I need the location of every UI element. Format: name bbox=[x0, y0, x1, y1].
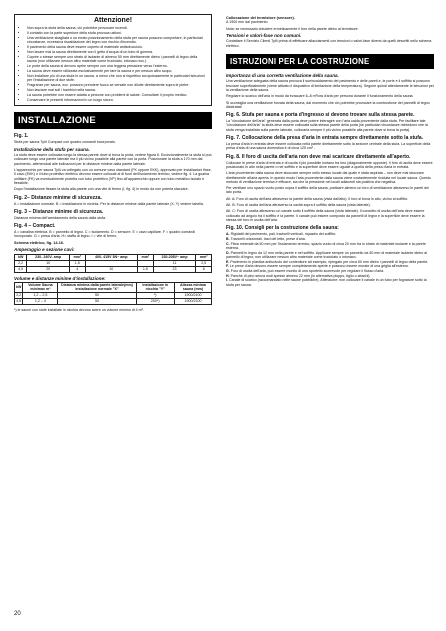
table-cell: 50 bbox=[58, 298, 136, 304]
table-cell: 1,2 – 4 bbox=[23, 298, 58, 304]
table-header-cell: Distanza minima dalla parete laterale(mm) installazione normale "X" bbox=[58, 282, 136, 292]
warning-list bbox=[19, 26, 207, 102]
list-item-key: C. bbox=[226, 241, 230, 246]
warning-item: • Il pavimento della sauna deve essere coperto di materiale antisdrucciolo. bbox=[27, 45, 207, 49]
table-header-cell: kW bbox=[15, 282, 23, 292]
table-cell: 1,5 bbox=[69, 260, 85, 266]
vol-note: *) le saune con stufe installate in nicchia devono avere un volume minimo di 4 m³. bbox=[14, 307, 144, 312]
warning-item: • La sauna deve essere utilizzata esclusivamente per fare la sauna e per nessun altro scopo. bbox=[27, 69, 207, 73]
fig8-paragraph: L'aria proveniente dalla sauna deve sboccare sempre nello stesso locale dal quale è stata aspirata – non deve mai sboccare direttamente all'aria aperta. In questo modo l'aria proveniente dalla sauna viene costantemente riciclata nel locale sauna. Questo metodo di ventilazione termica è efficace, sia che la pressione nei locali adiacenti sia positiva che negativa. bbox=[226, 171, 431, 184]
table-cell: 2,2 bbox=[15, 260, 27, 266]
table-cell: 4 bbox=[69, 266, 85, 272]
fig8-alt-a: Alt. A: Foro di uscita dell'aria attraverso la parete della sauna (vista dall'alto). Il foro si trova in alto, vicino al soffitto. bbox=[226, 196, 409, 201]
fig4-text: A = canalina elettrica. B = pannello di legno. C = isolamento. D = sensore. E = cavo capillare. F = quadro comandi incorporato. G = presa d'aria. H= staffa di legno. I = vite di fermo. bbox=[14, 230, 195, 239]
fig7-text: La presa d'aria in entrata deve essere collocata nella parete direttamente sotto la sezione centrale della stufa. La superficie della presa d'aria di una sauna domestica è di circa 125 cm² . bbox=[226, 142, 431, 151]
table-cell: 6 bbox=[196, 266, 212, 272]
warning-box bbox=[14, 14, 212, 106]
list-item-key: A. bbox=[226, 232, 230, 237]
table-header-cell: 400- 415V 3N~ amp bbox=[85, 254, 137, 260]
costruzione-heading: ISTRUZIONI PER LA COSTRUZIONE bbox=[226, 54, 434, 69]
table-cell: 1,5 bbox=[138, 266, 154, 272]
warning-item: • Conservare le presenti informazioni in un luogo sicuro. bbox=[27, 98, 207, 102]
list-item-text: Foro di uscita dell'aria, può essere munito di uno sportello scorrevole per regolare il flusso d'aria. bbox=[230, 268, 385, 273]
table-header-cell: installazione in nicchia "Y" bbox=[136, 282, 174, 292]
list-item bbox=[226, 251, 434, 260]
fig8-paragraph: Collocare le prese d'aria di entrata e di uscita il più possibile lontano tra loro (diagonalmente opposte). Il foro di uscita deve essere posizionato in alto nella parete o nel soffitto e la superficie deve essere uguale a quella della presa d'aria in entrata. bbox=[226, 160, 433, 169]
vol-table bbox=[14, 282, 212, 305]
warning-item: • Le porte della sauna si devono aprire sempre con una leggera pressione verso l'esterno. bbox=[27, 64, 207, 68]
list-item-text: Travicelli orizzontali, travi del letto, prese d'aria. bbox=[230, 236, 306, 241]
warning-item: • Una ventilazione sbagliata o un errato posizionamento della stufa per sauna possono comportare, in particolari circostanze, eccessiva riscaldazione del legno con rischio d'incendio. bbox=[27, 36, 207, 45]
table-cell: 1900/2100 bbox=[174, 292, 211, 298]
table-cell: 11 bbox=[153, 260, 196, 266]
fig6-text: La "circolazione dell'aria" generata dalla porta deve potere interagire con l'aria calda proveniente dalla stufa. Per facilitare tale "circolazione dell'aria" la stufa deve essere collocata sulla stessa parete della porta (se particolari circostanze richiedono che la stufa venga installata sulla parete laterale, collocarla sempre il più vicino possibile alla parete dove si trova la porta). bbox=[226, 119, 428, 132]
vent-paragraph: Si sconsiglia una ventilazione forzata della sauna, dal momento che ciò potrebbe provocare la combustione dei pannelli di legno disidratati. bbox=[226, 100, 430, 109]
table-row bbox=[15, 266, 212, 272]
table-cell: 2,2 bbox=[16, 293, 22, 298]
list-item-text: Panche di pino senza nodi spesse almeno 22 mm (in alternativa pioppo, tiglio o abachi). bbox=[230, 273, 371, 278]
warning-item: • Non installare più di una stufa in un sauna, a meno che non si rispettino scrupolosamente le particolari istruzioni per l'installazione di due stufe. bbox=[27, 74, 207, 83]
fig10-list bbox=[226, 232, 434, 287]
fig2-text: A = installazione normale. B = installazione in nicchia. Per le distanze minime dalla parete laterale (X, Y) vedere tabella. bbox=[14, 201, 204, 206]
list-item-key: I. bbox=[226, 278, 228, 283]
list-item bbox=[226, 242, 434, 251]
list-item-key: D. bbox=[226, 250, 230, 255]
list-item bbox=[226, 264, 434, 268]
table-cell: *) bbox=[136, 292, 174, 298]
table-cell: 10 bbox=[27, 260, 70, 266]
fig8-title: Fig. 8. Il foro di uscita dell'aria non deve mai scaricare direttamente all'aperto. bbox=[226, 153, 411, 160]
list-item-text: Canale di scarico (raccomandato nelle saune pubbliche). Attenzione: non collocare il canale in un tubo per fognature sotto la stufa per sauna. bbox=[226, 278, 427, 287]
list-item-key: F. bbox=[226, 264, 229, 269]
table-header-cell: mm² bbox=[138, 254, 154, 260]
table-header-cell: 230- 240V- amp bbox=[27, 254, 70, 260]
right-column bbox=[226, 14, 434, 287]
installazione-heading: INSTALLAZIONE bbox=[14, 112, 212, 129]
fig2-title: Fig. 2– Distanze minime di sicurezza. bbox=[14, 194, 102, 201]
amp-table bbox=[14, 254, 212, 273]
table-header-cell: mm² bbox=[69, 254, 85, 260]
table-header-cell: 230-208V~ amp bbox=[153, 254, 196, 260]
amp-title: Amperaggio e sezione cavi: bbox=[14, 247, 75, 253]
list-item bbox=[226, 232, 434, 236]
fig8-paragraph: Per ventilare uno spazio vuoto posto sopra il soffitto della sauna, praticare almeno un foro di ventilazione attraverso le pareti dei lato porta. bbox=[226, 186, 429, 195]
fig10-title: Fig. 10. Consigli per la costruzione della sauna: bbox=[226, 225, 339, 232]
table-row bbox=[15, 298, 212, 304]
vol-title: Volume e distanze minime d'installazione: bbox=[14, 275, 106, 281]
fig8-alt-b: Alt. B: Foro di uscita dell'aria attraverso la cavità sopra il soffitto della sauna (vista laterale). bbox=[226, 203, 371, 208]
list-item bbox=[226, 260, 434, 264]
table-header-cell: kW bbox=[15, 254, 27, 260]
warning-title: Attenzione! bbox=[93, 17, 133, 24]
tension-title: Tensioni e valori-fase non comuni. bbox=[226, 33, 302, 38]
list-item bbox=[226, 278, 434, 287]
list-item-key: H. bbox=[226, 273, 230, 278]
vent-title: Importanza di una corretta ventilazione della sauna. bbox=[226, 73, 339, 78]
list-item-text: Rigidatti del pavimento, pali, travicelli verticali, riquadro del soffitto. bbox=[230, 232, 337, 237]
warning-item: • Non lavare mai la sauna direttamente con il getto d'acqua di un tubo di gomma. bbox=[27, 50, 207, 54]
list-item-key: B. bbox=[226, 236, 230, 241]
list-item-key: E. bbox=[226, 259, 230, 264]
inst-paragraph: La stufa deve essere collocata lungo la stessa parete dove si trova la porta, vedere figura 6. Eccezionalmente la stufa si può collocare lungo una parete laterale ma il più vicino possibile alla parete con la porta. Posizionare la stufa a 170 mm dal pavimento, attenendosi alle indicazioni per le distanze minime dalla parete laterale. bbox=[14, 153, 212, 166]
warning-item: • La sauna potrebbe non essere adatta a persone con problemi di salute. Consultare il proprio medico. bbox=[27, 93, 207, 97]
list-item-text: Pannelli in legno da 12 mm nella parete e nel soffitto. Applicare sempre un pannello da 50 mm di materiale isolante dietro al pannello di legno; non utilizzare nessun altro materiale come truciolato o intonaco. bbox=[226, 250, 428, 259]
fig1-title: Fig. 1. bbox=[14, 133, 29, 140]
list-item-key: G. bbox=[226, 268, 230, 273]
table-header-cell: mm² bbox=[196, 254, 212, 260]
tension-text: Contattare il Servizio Clienti Tylö prima di effettuare allacciamenti con tensioni o valori-fase diversi da quelli descritti nello schema elettrico. bbox=[226, 39, 432, 48]
sensor-title: Collocazione del termistore (sensore). bbox=[226, 16, 295, 20]
sensor-text: A 1900 mm dal pavimento. bbox=[226, 20, 269, 25]
table-cell: 1900/2100 bbox=[174, 298, 211, 304]
inst-paragraph: L'apparecchio per sauna Tylö va collegato con un comune cavo standard (FK oppure EKK), approvato per installazioni fisse. Il cavo (EKK) o il tubo protettivo elettrico devono essere collocati al di fuori dell'isolamento termico, vedere fig. 4. La guaina unifilare (FK) va eventualmente protetta con tubo protettivo (VP) fino all'apparecchio oppure con tubo metallico isolato e flessibile. bbox=[14, 168, 212, 185]
list-item-text: Fibra minerale da 50 mm per l'isolamento termico, spazio vuoto di circa 20 mm tra lo strato di materiale isolante e la parete esterna. bbox=[226, 241, 426, 250]
table-cell: 1,2 – 2,5 bbox=[23, 292, 58, 298]
table-cell: 2,5 bbox=[196, 260, 212, 266]
table-cell: 200*) bbox=[136, 298, 174, 304]
table-header-row bbox=[15, 282, 212, 292]
fig1-text: Stufa per sauna Tylö Compact con quadro comandi incorporato. bbox=[14, 140, 116, 145]
fig7-title: Fig. 7. Collocazione della presa d'aria in entrata sempre direttamente sotto la stufa. bbox=[226, 135, 424, 142]
table-cell: 10 bbox=[85, 266, 137, 272]
sensor-note: Nota: se necessario chiudere ermeticamente il foro nella parete dietro al termistore. bbox=[226, 26, 359, 31]
warning-item: • Fragranze per sauna, ecc. possono prendere fuoco se versate non diluite direttamente sopra le pietre. bbox=[27, 83, 207, 87]
left-column bbox=[14, 14, 212, 314]
inst-paragraph: Dopo l'installazione fissare la stufa alla parete con una vite di fermo (I, fig. 4) in modo da non poterla staccare. bbox=[14, 187, 189, 192]
warning-item: • Non lasciare mai soli i bambini nella sauna. bbox=[27, 88, 207, 92]
vent-paragraph: Una ventilazione adeguata della sauna provoca il surriscaldamento del pavimento e delle pareti e, le porte e il soffitto si possono bruciare superficialmente (viene attivato il dispositivo di limitazione della temperatura). Seguire quindi attentamente le istruzioni per la ventilazione della sauna. bbox=[226, 79, 434, 92]
list-item-text: Le prese d'aria devono essere sempre completamente aperte e possono essere murate di una griglia all'esterno. bbox=[229, 264, 409, 269]
table-cell: 4,5 bbox=[16, 299, 22, 304]
table-cell: 20 bbox=[27, 266, 70, 272]
list-item bbox=[226, 274, 434, 278]
vent-paragraph: Regolare lo scarico dell'aria in modo da evacuare 6–8 m³/ora d'aria per persona durante il funzionamento della sauna. bbox=[226, 94, 414, 99]
table-cell: 23 bbox=[153, 266, 196, 272]
list-item-text: Pavimento in plastica antiscivolo del contenitore ad esempio, ripiegato per circa 50 mm dietro i pannelli di legno della parete. bbox=[230, 259, 429, 264]
warning-item: • Non sopra la stufa della sauna, ciò potrebbe provocare incendi. bbox=[27, 26, 207, 30]
list-item bbox=[226, 237, 434, 241]
table-header-cell: Volume Sauna min/max m³ bbox=[23, 282, 58, 292]
fig6-title: Fig. 6. Stufa per sauna e porta d'ingresso si devono trovare sulla stessa parete. bbox=[226, 112, 415, 119]
fig4-title: Fig. 4 – Compact. bbox=[14, 223, 56, 230]
schema-text: Schema elettrico, fig. 14-16. bbox=[14, 240, 65, 245]
warning-item: • Il contatto con la parte superiore della stufa provoca ustioni. bbox=[27, 31, 207, 35]
warning-item: • Coprire o stesse sempre uno strato di isolante di almeno 50 mm direttamente dietro i pannelli di legno della sauna (non utilizzare nessun altro materiale come truciolato, intonaco ecc.). bbox=[27, 55, 207, 64]
fig8-alt-c: Alt. C: Foro di uscita attraverso un canale sotto il soffitto della sauna (vista laterale). Il condotto di uscita dell'aria deve essere collocato ad angolo tra il soffitto e la parete. Il canale può essere composto da pannelli di legno e la superficie deve essere la stessa del foro in uscita dell'aria. bbox=[226, 209, 425, 222]
table-header-cell: Altezza minima sauna (mm) bbox=[174, 282, 211, 292]
table-cell: 4,5 bbox=[15, 266, 27, 272]
inst-title: Installazione della stufa per sauna. bbox=[14, 146, 90, 152]
list-item bbox=[226, 269, 434, 273]
fig3-title: Fig. 3 – Distanze minime di sicurezza. bbox=[14, 208, 104, 215]
fig3-text: Distanza minima dell'arredamento della sauna dalla stufa. bbox=[14, 215, 106, 220]
page-number: 20 bbox=[14, 611, 21, 617]
table-cell: 50 bbox=[58, 292, 136, 298]
